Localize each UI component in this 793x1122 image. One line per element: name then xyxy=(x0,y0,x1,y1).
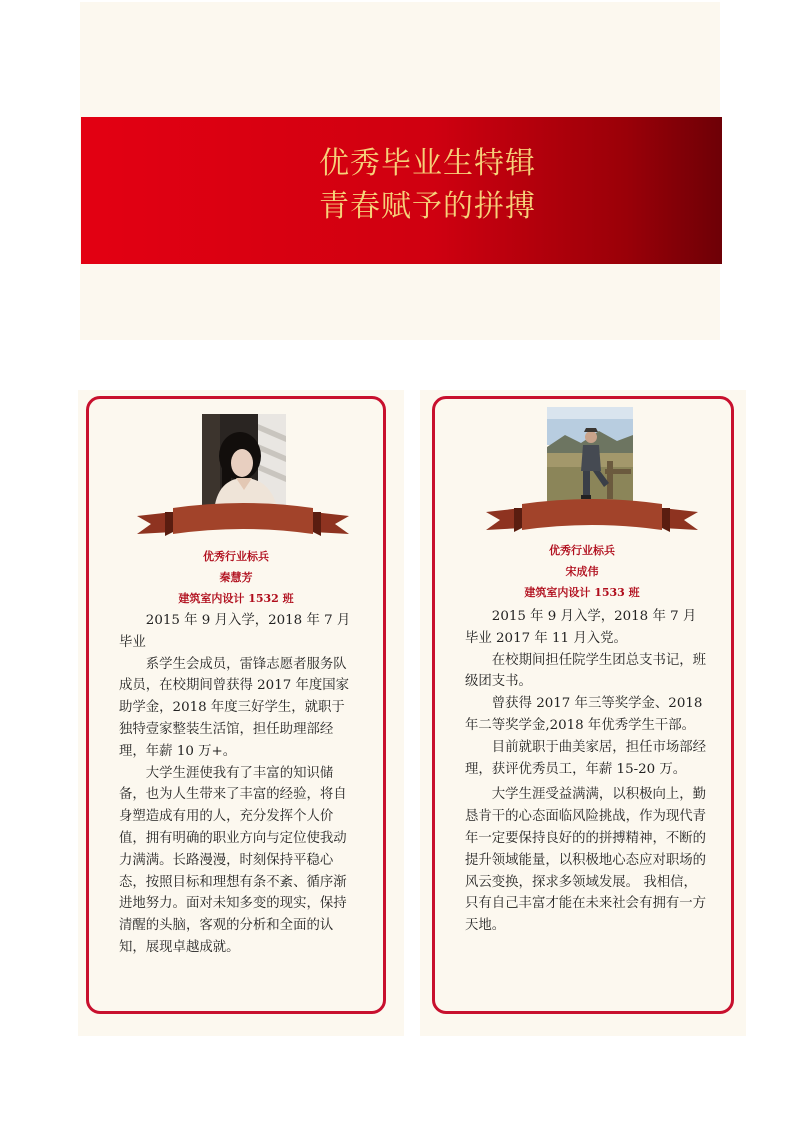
profile-bio-left xyxy=(119,610,358,959)
bio-paragraph: 系学生会成员，雷锋志愿者服务队成员，在校期间曾获得 2017 年度国家助学金，2018 年度三好学生，就职于独特壹家整装生活馆，担任助理部经理，年薪 10 万+。 xyxy=(119,656,350,759)
bio-paragraph: 大学生涯使我有了丰富的知识储备，也为人生带来了丰富的经验，将自身塑造成有用的人，充分发挥个人价值，拥有明确的职业方向与定位使我动力满满。长路漫漫，时刻保持平稳心态，按照目标和理想有条不紊、循序渐进地努力。面对未知多变的现实，保持清醒的头脑，客观的分析和全面的认知，展现卓越成就。 xyxy=(119,765,347,955)
profile-name-right: 宋成伟 xyxy=(565,565,599,578)
title-banner xyxy=(81,117,722,264)
outdoor-portrait-photo xyxy=(547,407,633,503)
bio-paragraph: 在校期间担任院学生团总支书记，班级团支书。 xyxy=(465,652,707,690)
bio-paragraph: 大学生涯受益满满，以积极向上，勤恳肯干的心态面临风险挑战，作为现代青年一定要保持良好的的拼搏精神，不断的提升领域能量，以积极地心态应对职场的风云变换，探求多领域发展。 我相信，只有自己丰富才能在未来社会有拥有一方天地。 xyxy=(465,787,707,934)
profile-bio-right xyxy=(465,606,708,937)
profile-class-left: 建筑室内设计 1532 班 xyxy=(178,592,294,605)
profile-title-left: 优秀行业标兵 xyxy=(203,550,269,563)
profile-name-left: 秦慧芳 xyxy=(219,571,253,584)
profile-class-right: 建筑室内设计 1533 班 xyxy=(524,586,640,599)
page-title-line1: 优秀毕业生特辑 xyxy=(319,146,536,181)
profile-title-right: 优秀行业标兵 xyxy=(549,544,615,557)
bio-paragraph: 目前就职于曲美家居，担任市场部经理，获评优秀员工，年薪 15-20 万。 xyxy=(465,739,707,777)
bio-paragraph: 2015 年 9 月入学，2018 年 7 月毕业 xyxy=(119,613,351,650)
ribbon-banner-icon xyxy=(486,498,698,538)
page-title-line2: 青春赋予的拼搏 xyxy=(319,189,536,224)
portrait-photo xyxy=(202,414,286,512)
ribbon-banner-icon xyxy=(137,502,349,542)
bio-paragraph: 2015 年 9 月入学，2018 年 7 月毕业 2017 年 11 月入党。 xyxy=(465,609,697,646)
bio-paragraph: 曾获得 2017 年三等奖学金、2018 年二等奖学金,2018 年优秀学生干部。 xyxy=(465,696,703,733)
